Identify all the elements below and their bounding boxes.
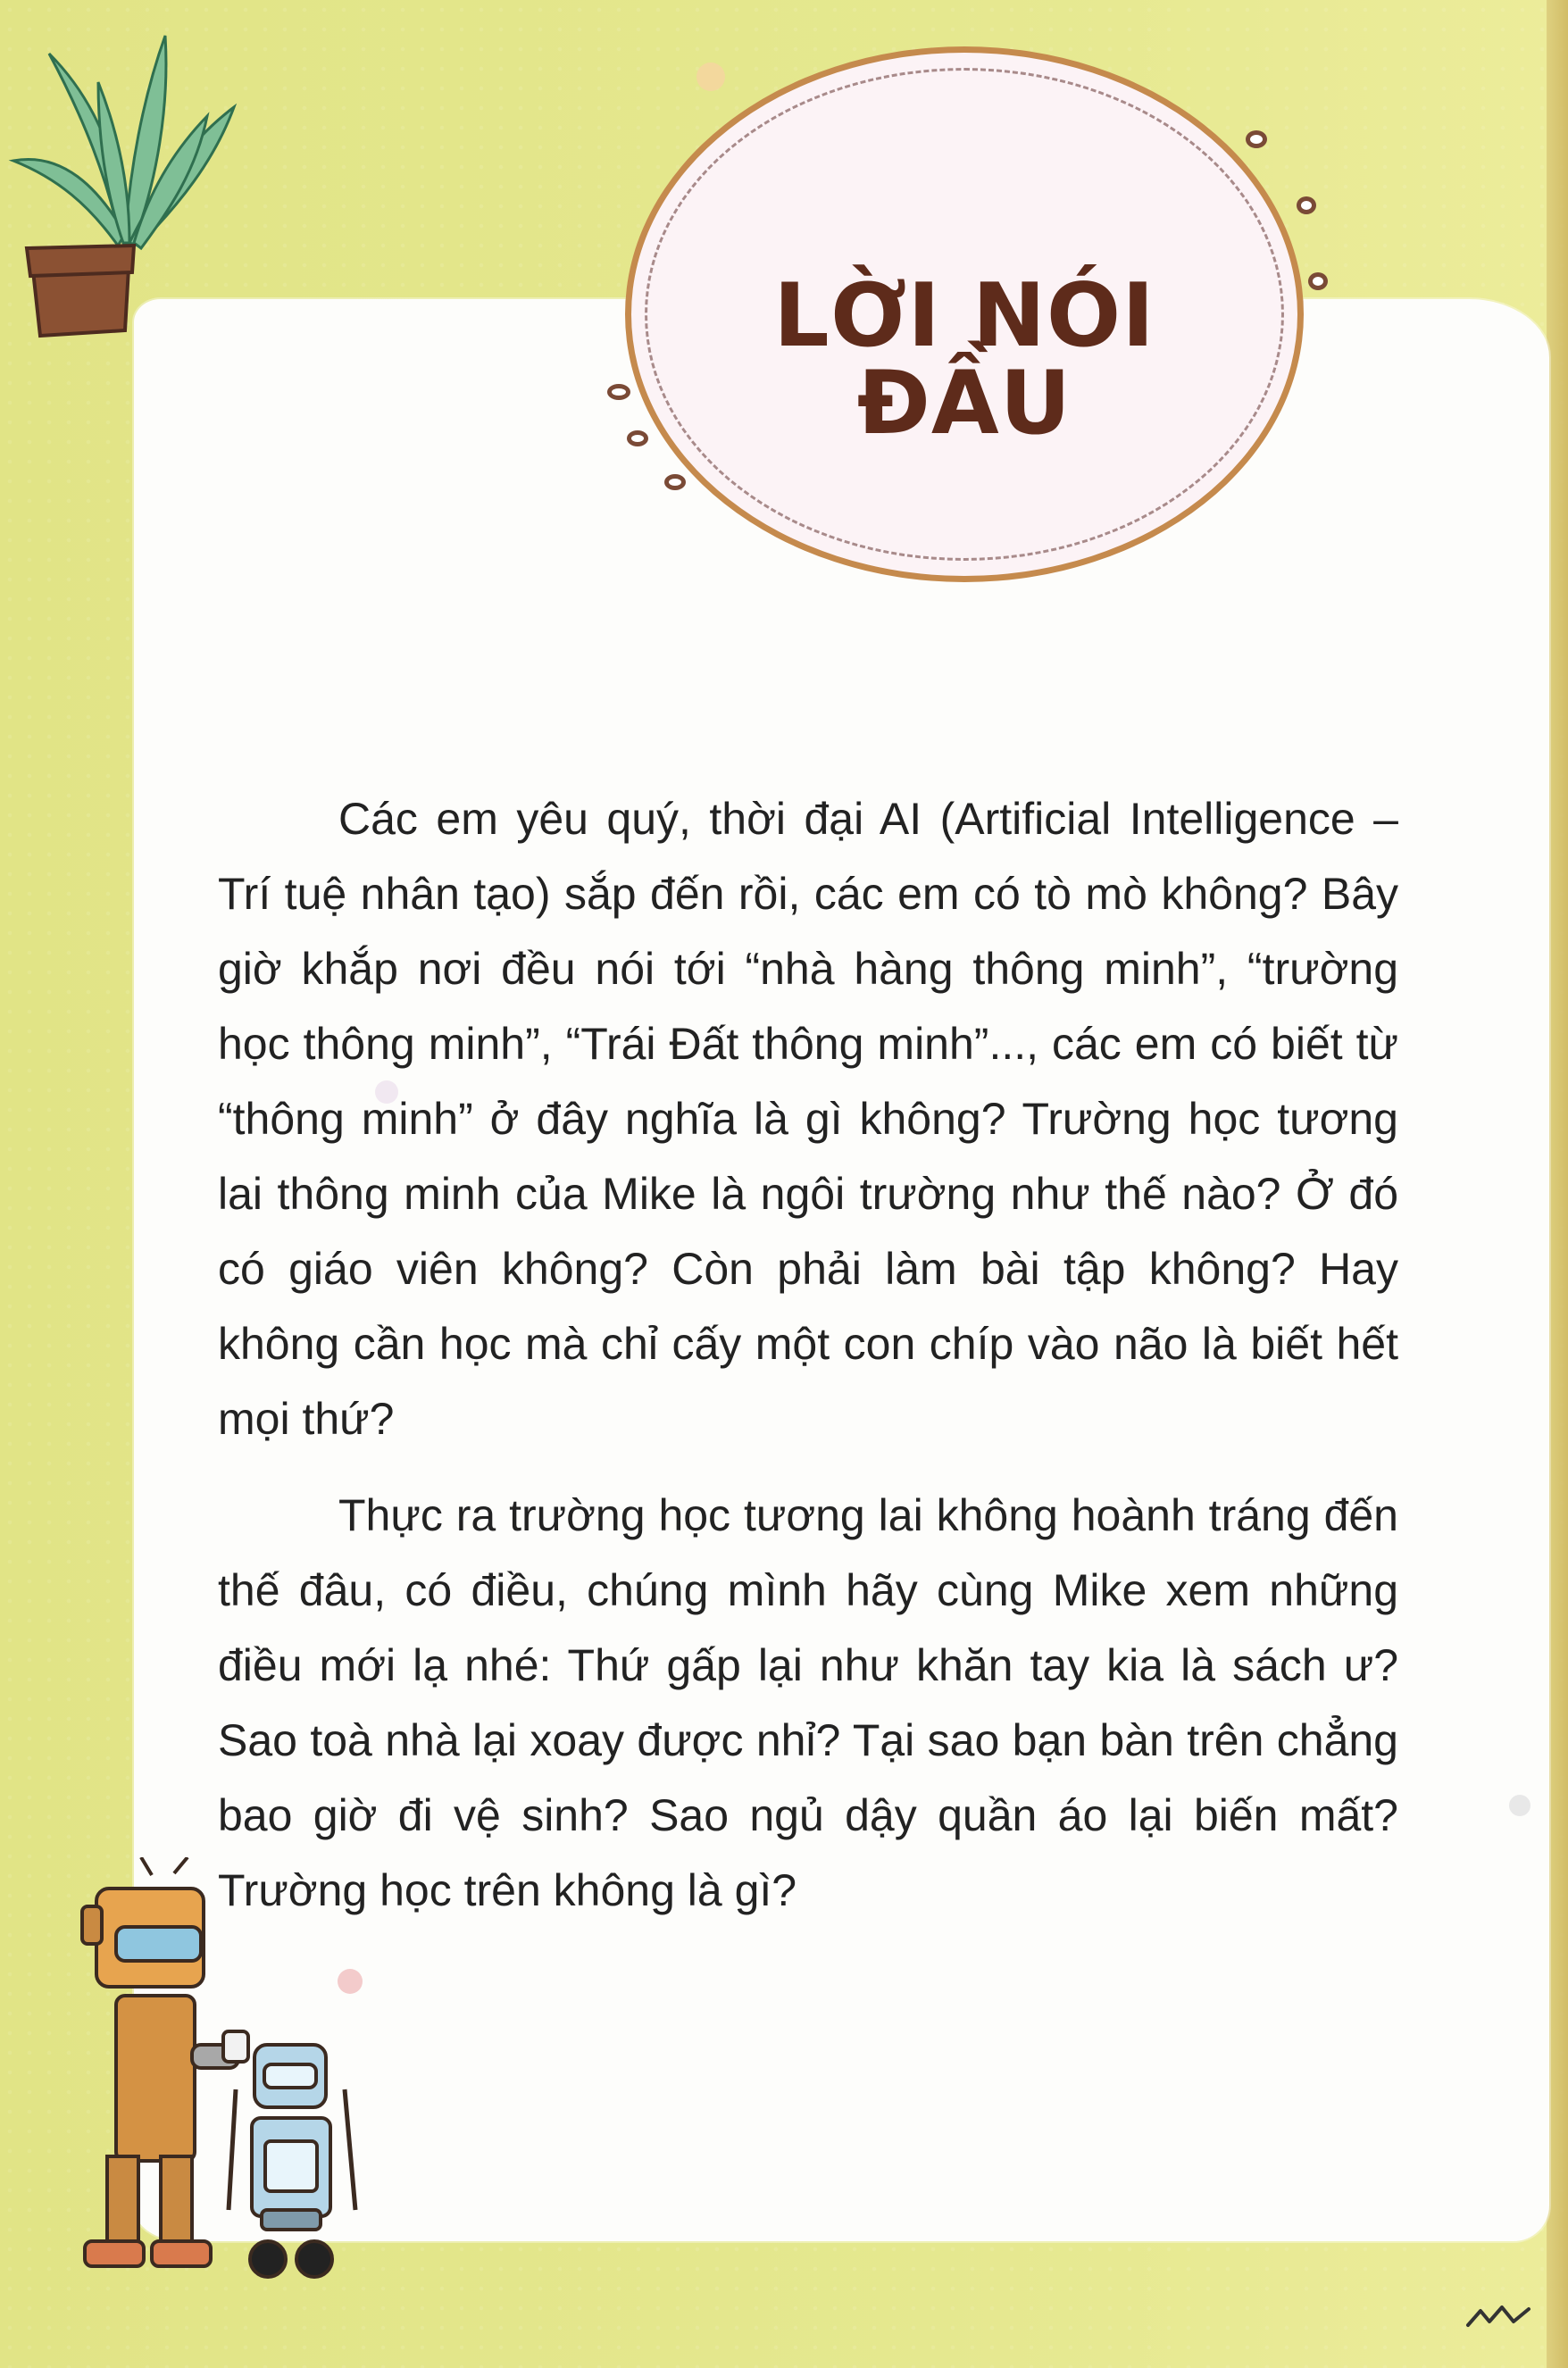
page-title: LỜI NÓI ĐẦU (773, 265, 1155, 454)
foreword-text (218, 781, 1398, 1928)
decor-dot (1308, 272, 1328, 290)
potted-plant-icon (0, 0, 250, 348)
corner-zigzag-icon (1464, 2300, 1536, 2336)
robots-illustration (45, 1857, 366, 2322)
decor-dot (607, 384, 630, 400)
decor-dot (1297, 196, 1316, 214)
decor-bubble (696, 63, 725, 91)
decor-dot (627, 430, 648, 446)
decor-dot (664, 474, 686, 490)
page-edge (1547, 0, 1568, 2368)
paragraph: Các em yêu quý, thời đại AI (Artificial Intelligence – Trí tuệ nhân tạo) sắp đến rồi, các em có tò mò không? Bây giờ khắp nơi đều nói tới “nhà hàng thông minh”, “trường học thông minh”, “Trái Đất thông minh”..., các em có biết từ “thông minh” ở đây nghĩa là gì không? Trường học tương lai thông minh của Mike là ngôi trường như thế nào? Ở đó có giáo viên không? Còn phải làm bài tập không? Hay không cần học mà chỉ cấy một con chíp vào não là biết hết mọi thứ? (218, 794, 1398, 1444)
decor-dot (1246, 130, 1267, 148)
paragraph: Thực ra trường học tương lai không hoành tráng đến thế đâu, có điều, chúng mình hãy cùng Mike xem những điều mới lạ nhé: Thứ gấp lại như khăn tay kia là sách ư? Sao toà nhà lại xoay được nhỉ? Tại sao bạn bàn trên chẳng bao giờ đi vệ sinh? Sao ngủ dậy quần áo lại biến mất? Trường học trên không là gì? (218, 1490, 1398, 1915)
decor-bubble (1509, 1795, 1530, 1816)
